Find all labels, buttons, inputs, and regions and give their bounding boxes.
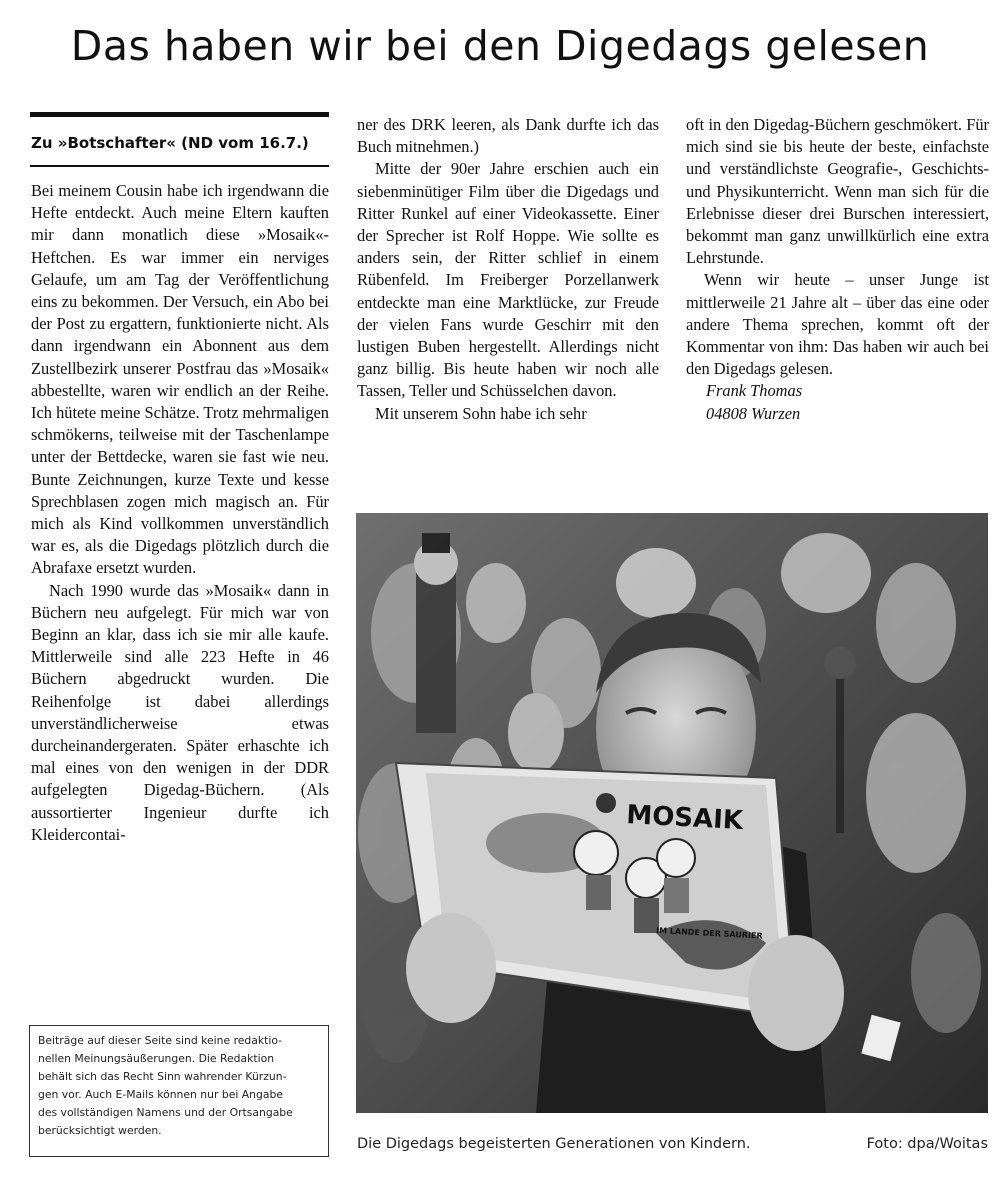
section-rule-thick [30, 112, 329, 117]
comic-subtitle: IM LANDE DER SAURIER [655, 926, 763, 941]
col3-paragraph-2: Wenn wir heute – unser Junge ist mittlerweile 21 Jahre alt – über das eine oder andere Thema sprechen, kommt oft der Kommentar von ihm: Das haben wir auch bei den Digedags gelesen. [686, 270, 989, 379]
notice-line-5: des vollständigen Namens und der Ortsangabe [38, 1106, 293, 1119]
headline: Das haben wir bei den Digedags gelesen [70, 22, 930, 70]
photo-credit: Foto: dpa/Woitas [866, 1136, 988, 1152]
col1-paragraph-2: Nach 1990 wurde das »Mosaik« dann in Büchern neu aufgelegt. Für mich war von Beginn an klar, dass ich sie mir alle kaufe. Mittlerweile sind alle 223 Hefte in 46 Büchern abgedruckt wurden. Die Reihenfolge ist dabei allerdings unverständlicherweise etwas durcheinandergeraten. Später erhaschte ich mal eines von den wenigen in der DDR aufgelegten Digedag-Büchern. (Als aussortierter Ingenieur durfte ich Kleidercontai- [31, 580, 329, 844]
col1-paragraph-1: Bei meinem Cousin habe ich irgendwann die Hefte entdeckt. Auch meine Eltern kauften mir dann monatlich diese »Mosaik«-Heftchen. Es war immer ein nerviges Gelaufe, um am Tag der Veröffentlichung eins zu bekommen. Der Versuch, ein Abo bei der Post zu ergattern, funktionierte nicht. Als dann irgendwann ein Abonnent aus dem Zustellbezirk unserer Postfrau das »Mosaik« abbestellte, waren wir endlich an der Reihe. Ich hütete meine Schätze. Trotz mehrmaligen schmökerns, teilweise mit der Taschenlampe unter der Bettdecke, waren sie fast wie neu. Bunte Zeichnungen, kurze Texte und kesse Sprechblasen zogen mich magisch an. Für mich als Kind vollkommen unverständlich war es, als die Digedags plötzlich durch die Abrafaxe ersetzt wurden. [31, 181, 329, 578]
editorial-notice-box [29, 1025, 329, 1157]
notice-line-2: nellen Meinungsäußerungen. Die Redaktion [38, 1052, 275, 1065]
notice-line-4: gen vor. Auch E-Mails können nur bei Angabe [38, 1088, 283, 1101]
notice-line-6: berücksichtigt werden. [38, 1124, 162, 1137]
column-3 [686, 114, 989, 425]
photo-caption: Die Digedags begeisterten Generationen von Kindern. [357, 1136, 751, 1152]
column-2 [357, 114, 659, 425]
col2-paragraph-3: Mit unserem Sohn habe ich sehr [375, 403, 587, 423]
author-name: Frank Thomas [706, 381, 803, 401]
photo-illustration [356, 513, 988, 1113]
photo-boy-reading-mosaik [356, 513, 988, 1113]
col2-paragraph-1: ner des DRK leeren, als Dank durfte ich das Buch mitnehmen.) [357, 115, 659, 157]
col2-paragraph-2: Mitte der 90er Jahre erschien auch ein siebenminütiger Film über die Digedags und Ritter Runkel auf einer Videokassette. Einer der Sprecher ist Rolf Hoppe. Wie sollte es anders sein, der Ritter schlief in einem Rübenfeld. Im Freiberger Porzellanwerk entdeckte man eine Marktlücke, zur Freude der vielen Fans wurde Geschirr mit den lustigen Buben hergestellt. Allerdings nicht ganz billig. Bis heute haben wir noch alle Tassen, Teller und Schüsselchen davon. [357, 159, 659, 401]
column-1 [31, 180, 329, 846]
notice-line-1: Beiträge auf dieser Seite sind keine redaktio- [38, 1034, 283, 1047]
letter-subhead: Zu »Botschafter« (ND vom 16.7.) [31, 134, 309, 152]
notice-line-3: behält sich das Recht Sinn wahrender Kürzun- [38, 1070, 287, 1083]
comic-title: MOSAIK [625, 800, 744, 837]
col3-paragraph-1: oft in den Digedag-Büchern geschmökert. Für mich sind sie bis heute der beste, einfachste und verständlichste Geografie-, Geschichts- und Physikunterricht. Wenn man sich für die Erlebnisse dieser drei Burschen interessiert, bekommt man ganz unwillkürlich eine extra Lehrstunde. [686, 115, 989, 268]
section-rule-thin [30, 165, 329, 167]
author-place: 04808 Wurzen [706, 403, 801, 423]
